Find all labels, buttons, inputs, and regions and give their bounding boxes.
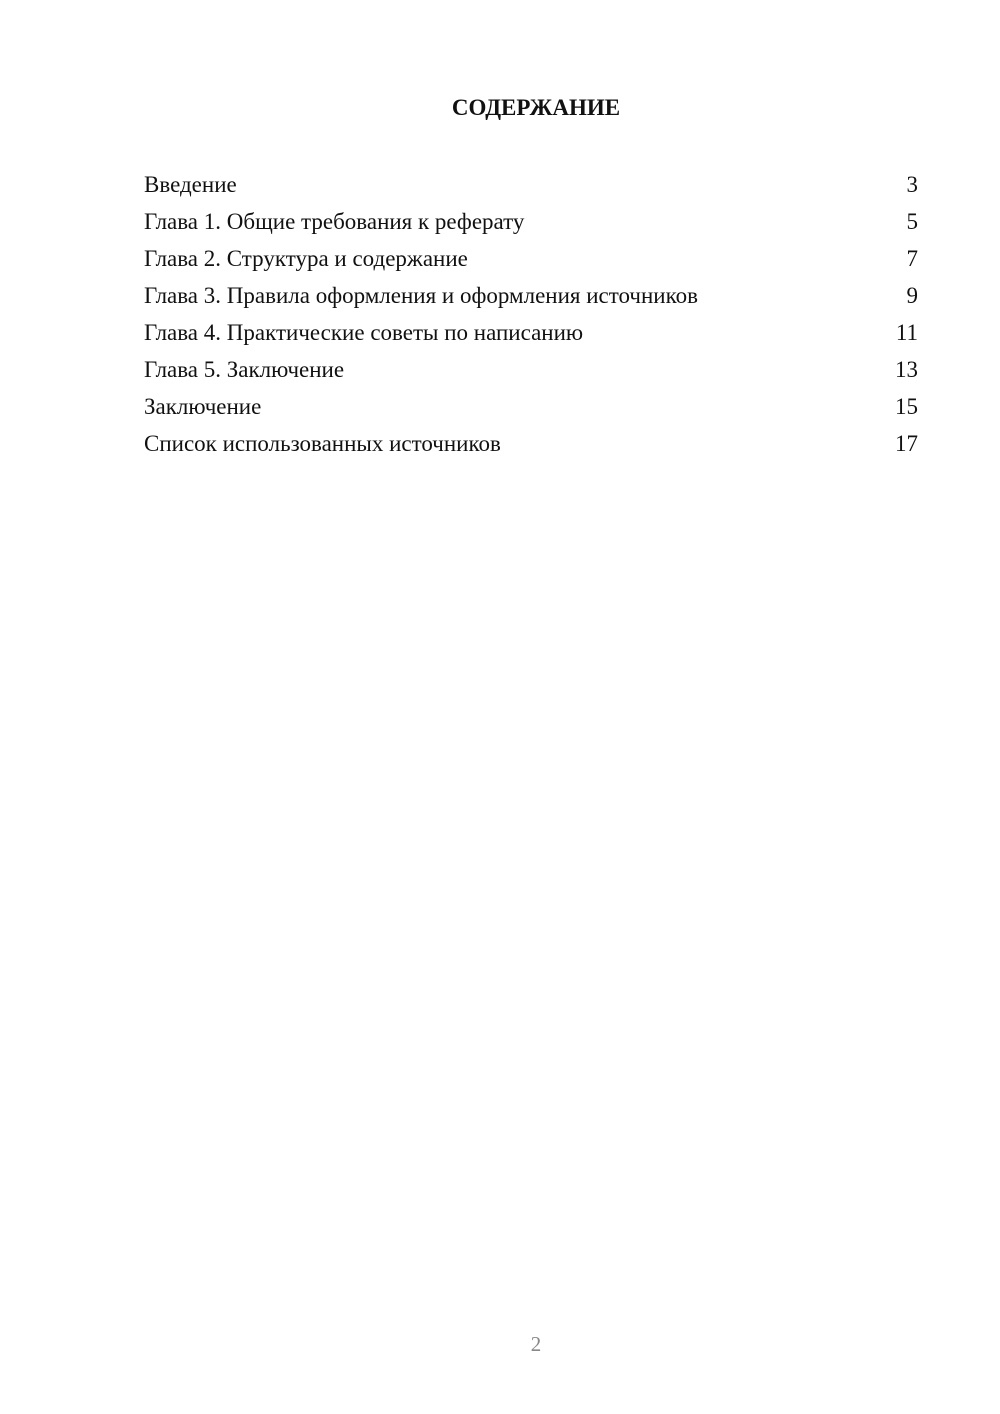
- page-title: СОДЕРЖАНИЕ: [451, 95, 621, 120]
- toc-entry-label: Глава 2. Структура и содержание: [144, 246, 468, 271]
- toc-entry-label: Глава 5. Заключение: [144, 357, 345, 382]
- toc-entry[interactable]: [144, 316, 918, 353]
- page-number: 2: [530, 1332, 542, 1356]
- table-of-contents: [144, 168, 918, 464]
- toc-entry-label: Заключение: [144, 394, 262, 419]
- toc-entry-label: Список использованных источников: [144, 431, 501, 456]
- toc-entry[interactable]: [144, 390, 918, 427]
- toc-entry-page: 9: [906, 283, 918, 308]
- toc-entry[interactable]: [144, 242, 918, 279]
- toc-entry-page: 13: [895, 357, 918, 382]
- toc-entry-label: Глава 3. Правила оформления и оформления источников: [144, 283, 698, 308]
- toc-entry[interactable]: [144, 353, 918, 390]
- toc-entry-label: Глава 1. Общие требования к реферату: [144, 209, 525, 234]
- toc-entry[interactable]: [144, 427, 918, 464]
- toc-entry-page: 5: [906, 209, 918, 234]
- toc-entry-label: Введение: [144, 172, 237, 197]
- toc-entry-page: 15: [895, 394, 918, 419]
- toc-entry-page: 3: [906, 172, 918, 197]
- toc-entry[interactable]: [144, 168, 918, 205]
- toc-entry-page: 17: [895, 431, 918, 456]
- toc-entry[interactable]: [144, 279, 918, 316]
- toc-entry-page: 7: [906, 246, 918, 271]
- toc-entry-label: Глава 4. Практические советы по написанию: [144, 320, 584, 345]
- toc-entry[interactable]: [144, 205, 918, 242]
- toc-entry-page: 11: [895, 320, 918, 345]
